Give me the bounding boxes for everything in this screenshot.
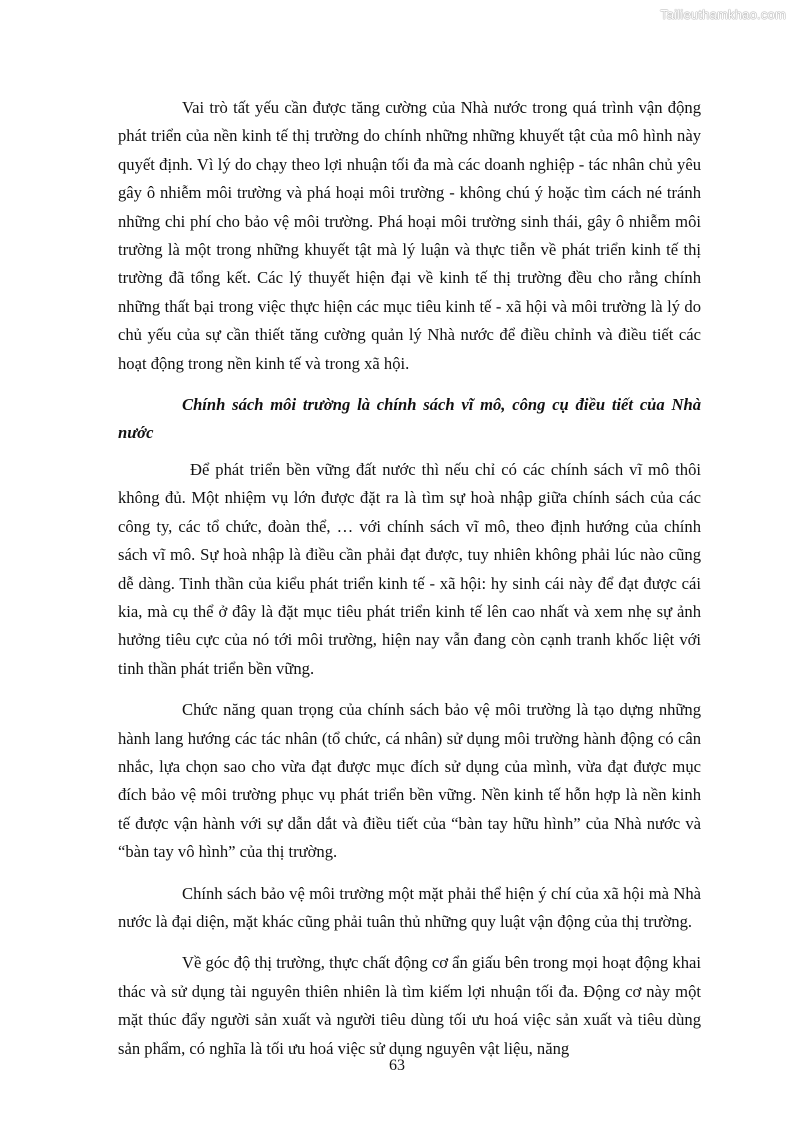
paragraph-5: Về góc độ thị trường, thực chất động cơ ẩn giấu bên trong mọi hoạt động khai thác và sử dụng tài nguyên thiên nhiên là tìm kiếm lợi nhuận tối đa. Động cơ này một mặt thúc đẩy người sản xuất và người tiêu dùng tối ưu hoá việc sản xuất và tiêu dùng sản phẩm, có nghĩa là tối ưu hoá việc sử dụng nguyên vật liệu, năng xyxy=(118,953,701,1058)
paragraph-2: Để phát triển bền vững đất nước thì nếu chỉ có các chính sách vĩ mô thôi không đủ. Một nhiệm vụ lớn được đặt ra là tìm sự hoà nhập giữa chính sách của các công ty, các tổ chức, đoàn thể, … với chính sách vĩ mô, theo định hướng của chính sách vĩ mô. Sự hoà nhập là điều cần phải đạt được, tuy nhiên không phải lúc nào cũng dễ dàng. Tinh thần của kiểu phát triển kinh tế - xã hội: hy sinh cái này để đạt được cái kia, mà cụ thể ở đây là đặt mục tiêu phát triển kinh tế lên cao nhất và xem nhẹ sự ảnh hưởng tiêu cực của nó tới môi trường, hiện nay vẫn đang còn cạnh tranh khốc liệt với tinh thần phát triển bền vững. xyxy=(118,459,701,678)
page-number: 63 xyxy=(389,1057,405,1074)
paragraph-1: Vai trò tất yếu cần được tăng cường của Nhà nước trong quá trình vận động phát triển của nền kinh tế thị trường do chính những những khuyết tật của mô hình này quyết định. Vì lý do chạy theo lợi nhuận tối đa mà các doanh nghiệp - tác nhân chủ yêu gây ô nhiễm môi trường và phá hoại môi trường - không chú ý hoặc tìm cách né tránh những chi phí cho bảo vệ môi trường. Phá hoại môi trường sinh thái, gây ô nhiễm môi trường là một trong những khuyết tật mà lý luận và thực tiễn về phát triển kinh tế thị trường đã tổng kết. Các lý thuyết hiện đại về kinh tế thị trường đều cho rằng chính những thất bại trong việc thực hiện các mục tiêu kinh tế - xã hội và môi trường là lý do chủ yếu của sự cần thiết tăng cường quản lý Nhà nước để điều chỉnh và điều tiết các hoạt động trong nền kinh tế và trong xã hội. xyxy=(118,98,701,373)
paragraph-4: Chính sách bảo vệ môi trường một mặt phải thể hiện ý chí của xã hội mà Nhà nước là đại diện, mặt khác cũng phải tuân thủ những quy luật vận động của thị trường. xyxy=(118,883,701,931)
section-heading: Chính sách môi trường là chính sách vĩ mô, công cụ điều tiết của Nhà nước xyxy=(118,395,701,443)
paragraph-3: Chức năng quan trọng của chính sách bảo vệ môi trường là tạo dựng những hành lang hướng các tác nhân (tổ chức, cá nhân) sử dụng môi trường hành động có cân nhắc, lựa chọn sao cho vừa đạt được mục đích sử dụng của mình, vừa đạt được mục đích bảo vệ môi trường phục vụ phát triển bền vững. Nền kinh tế hỗn hợp là nền kinh tế được vận hành với sự dẫn dắt và điều tiết của “bàn tay hữu hình” của Nhà nước và “bàn tay vô hình” của thị trường. xyxy=(118,700,701,862)
document-body xyxy=(118,94,701,1076)
watermark-text: Tailieuthamkhao.com xyxy=(660,7,786,22)
